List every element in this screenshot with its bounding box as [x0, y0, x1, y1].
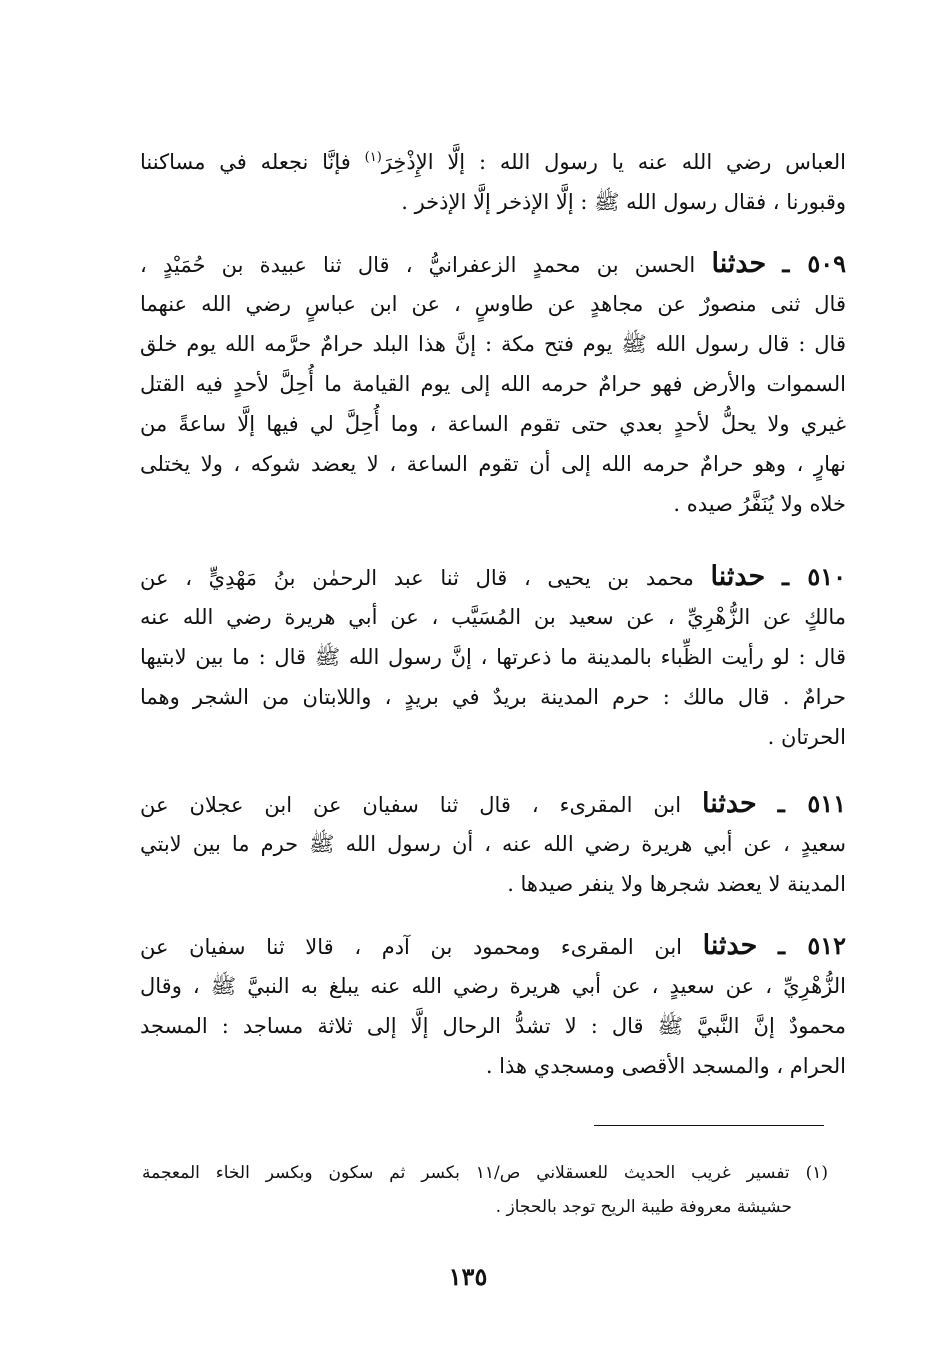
hadith-512-line-4: الحرام ، والمسجد الأقصى ومسجدي هذا . — [485, 1054, 846, 1078]
hadith-509-line-6: نهارٍ ، وهو حرامٌ حرمه الله إلى أن تقوم الساعة ، لا يعضد شوكه ، ولا يختلى — [140, 452, 846, 476]
intro-line-1-text-b: فإنَّا نجعله في مساكننا — [140, 150, 365, 174]
hadith-keyword: حدثنا — [701, 788, 757, 819]
footnote-divider — [594, 1125, 824, 1126]
hadith-511-line-2: سعيدٍ ، عن أبي هريرة رضي الله عنه ، أن رسول الله ﷺ حرم ما بين لابتي — [140, 832, 846, 856]
hadith-number: ٥١٢ ـ — [778, 931, 846, 960]
hadith-510-line-1 — [140, 557, 846, 597]
hadith-number: ٥١٠ ـ — [781, 562, 846, 591]
hadith-keyword: حدثنا — [710, 561, 766, 592]
hadith-511-line-3: المدينة لا يعضد شجرها ولا ينفر صيدها . — [507, 872, 846, 896]
hadith-number: ٥٠٩ ـ — [782, 249, 846, 278]
hadith-510-isnad: محمد بن يحيى ، قال ثنا عبد الرحمٰن بنُ مَهْدِيٍّ ، عن — [140, 566, 711, 590]
hadith-510-line-5: الحرتان . — [767, 725, 846, 749]
hadith-510-line-3: قال : لو رأيت الظِّباء بالمدينة ما ذعرتها ، إنَّ رسول الله ﷺ قال : ما بين لابتيها — [140, 645, 846, 669]
intro-line-2: وقبورنا ، فقال رسول الله ﷺ : إلَّا الإذخر إلَّا الإذخر . — [401, 190, 846, 214]
hadith-512-isnad: ابن المقرىء ومحمود بن آدم ، قالا ثنا سفيان عن — [140, 935, 703, 959]
hadith-509-line-5: غيري ولا يحلُّ لأحدٍ بعدي حتى تقوم الساعة ، وما أُحِلَّ لي فيها إلَّا ساعةً من — [140, 412, 846, 436]
hadith-512-line-2: الزُّهْرِيِّ ، عن سعيدٍ ، عن أبي هريرة رضي الله عنه يبلغ به النبيَّ ﷺ ، وقال — [140, 974, 846, 998]
hadith-509-line-1 — [140, 244, 846, 284]
hadith-510-line-2: مالكٍ عن الزُّهْرِيِّ ، عن سعيد بن المُسَيَّب ، عن أبي هريرة رضي الله عنه — [140, 605, 846, 629]
hadith-509-line-3: قال : قال رسول الله ﷺ يوم فتح مكة : إنَّ هذا البلد حرامٌ حرَّمه الله يوم خلق — [140, 332, 846, 356]
hadith-512 — [140, 926, 846, 1086]
hadith-509-line-4: السموات والأرض فهو حرامٌ حرمه الله إلى يوم القيامة ما أُحِلَّ لأحدٍ فيه القتل — [140, 372, 846, 396]
hadith-511-line-1 — [140, 784, 846, 824]
hadith-keyword: حدثنا — [702, 930, 758, 961]
hadith-509-line-2: قال ثنى منصورٌ عن مجاهدٍ عن طاوسٍ ، عن ابن عباسٍ رضي الله عنهما — [140, 292, 846, 316]
page-number: ١٣٥ — [448, 1262, 488, 1291]
hadith-509-line-7: خلاه ولا يُنَفَّرُ صيده . — [673, 492, 846, 516]
intro-paragraph — [140, 142, 846, 222]
hadith-511-isnad: ابن المقرىء ، قال ثنا سفيان عن ابن عجلان عن — [140, 793, 702, 817]
footnote-line-2: حشيشة معروفة طيبة الريح توجد بالحجاز . — [495, 1197, 792, 1217]
intro-line-1 — [140, 142, 846, 182]
hadith-number: ٥١١ ـ — [777, 789, 846, 818]
footnote-reference[interactable]: (١) — [364, 150, 382, 165]
footnote — [142, 1156, 828, 1224]
intro-line-1-text-a: العباس رضي الله عنه يا رسول الله : إلَّا الإِذْخِرَ — [381, 150, 846, 174]
hadith-510-line-4: حرامٌ . قال مالك : حرم المدينة بريدٌ في بريدٍ ، واللابتان من الشجر وهما — [140, 685, 846, 709]
hadith-512-line-3: محمودٌ إنَّ النَّبيَّ ﷺ قال : لا تشدُّ الرحال إلَّا إلى ثلاثة مساجد : المسجد — [140, 1014, 846, 1038]
hadith-512-line-1 — [140, 926, 846, 966]
hadith-keyword: حدثنا — [711, 248, 767, 279]
footnote-line-1: (١) تفسير غريب الحديث للعسقلاني ص/١١ بكسر ثم سكون وبكسر الخاء المعجمة — [142, 1163, 828, 1183]
hadith-510 — [140, 557, 846, 757]
hadith-509 — [140, 244, 846, 524]
hadith-509-isnad: الحسن بن محمدٍ الزعفرانيُّ ، قال ثنا عبيدة بن حُمَيْدٍ ، — [140, 253, 712, 277]
hadith-511 — [140, 784, 846, 904]
